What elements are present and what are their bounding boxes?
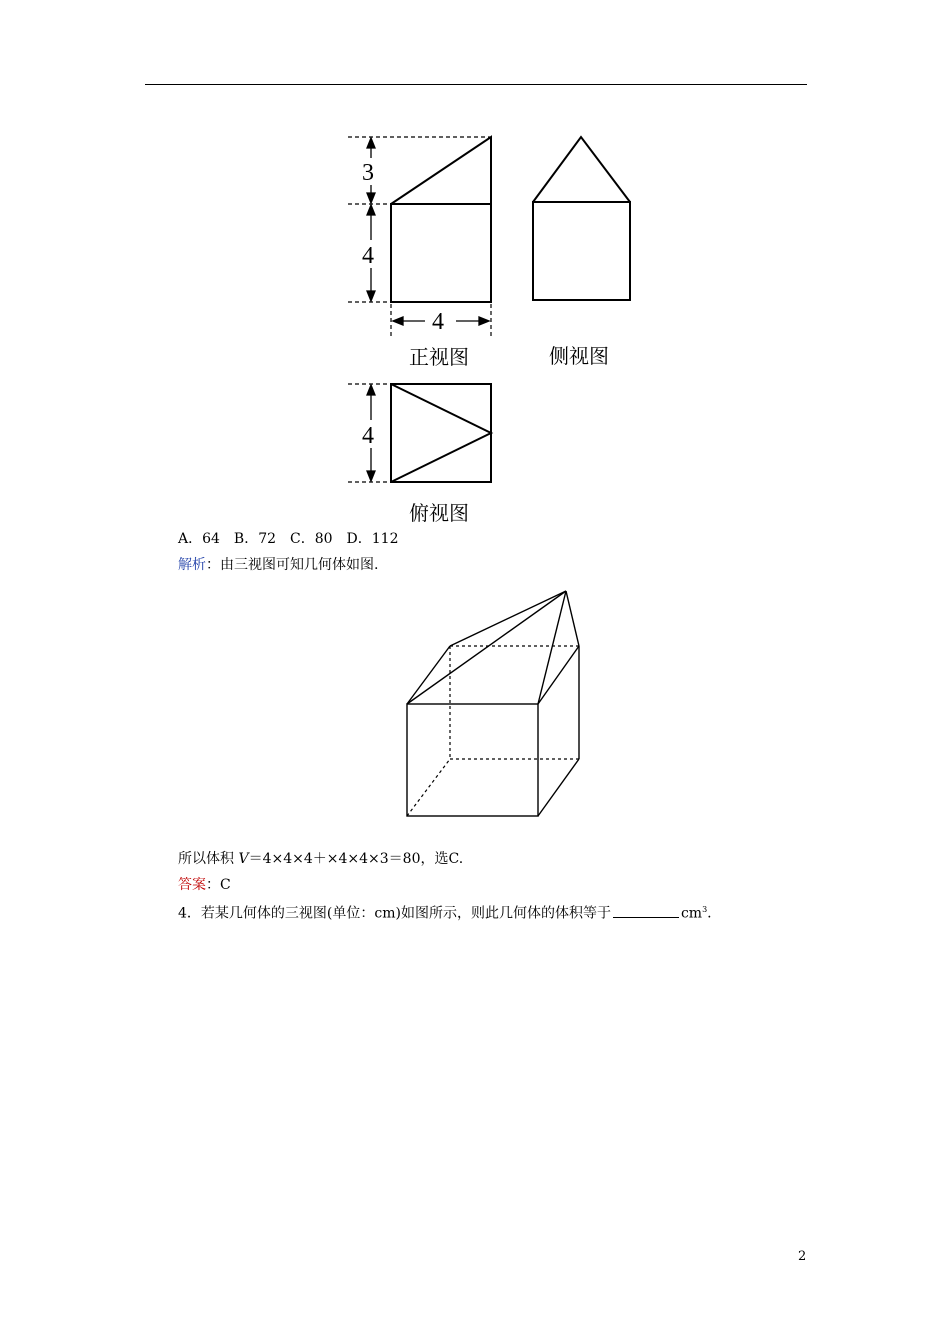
analysis-text: ：由三视图可知几何体如图. <box>206 557 379 573</box>
top-view-caption: 俯视图 <box>409 501 469 525</box>
volume-prefix: 所以体积 <box>178 851 239 867</box>
question4 <box>178 901 712 923</box>
question4-unit: cm <box>680 905 703 922</box>
question3-answer <box>178 876 231 894</box>
question4-end: . <box>707 905 712 922</box>
solid-figure <box>400 585 590 825</box>
volume-variable: V <box>238 851 249 867</box>
front-dim-bottom-label: 4 <box>432 309 444 335</box>
analysis-label: 解析 <box>178 557 206 573</box>
front-view-caption: 正视图 <box>409 345 469 369</box>
question3-volume <box>178 850 463 868</box>
front-dim-top-label: 3 <box>362 160 374 186</box>
answer-text: ：C <box>206 877 231 893</box>
side-view-figure <box>525 130 640 310</box>
question4-text: 4．若某几何体的三视图(单位：cm)如图所示，则此几何体的体积等于 <box>178 905 611 922</box>
question3-analysis <box>178 556 378 574</box>
answer-label: 答案 <box>178 877 206 893</box>
header-rule <box>145 84 807 85</box>
front-dim-left-label: 4 <box>362 243 374 269</box>
volume-expression: ＝4×4×4＋×4×4×3＝80，选C. <box>248 851 464 867</box>
side-view-caption: 侧视图 <box>549 344 609 368</box>
top-view-figure <box>340 375 500 495</box>
front-view-dim-labels <box>340 125 510 375</box>
page-number: 2 <box>798 1249 807 1264</box>
answer-blank[interactable] <box>613 905 679 918</box>
top-dim-left-label: 4 <box>362 423 374 449</box>
question3-options: A．64 B．72 C．80 D．112 <box>178 531 399 547</box>
question4-unit-exponent: 3 <box>702 905 708 914</box>
